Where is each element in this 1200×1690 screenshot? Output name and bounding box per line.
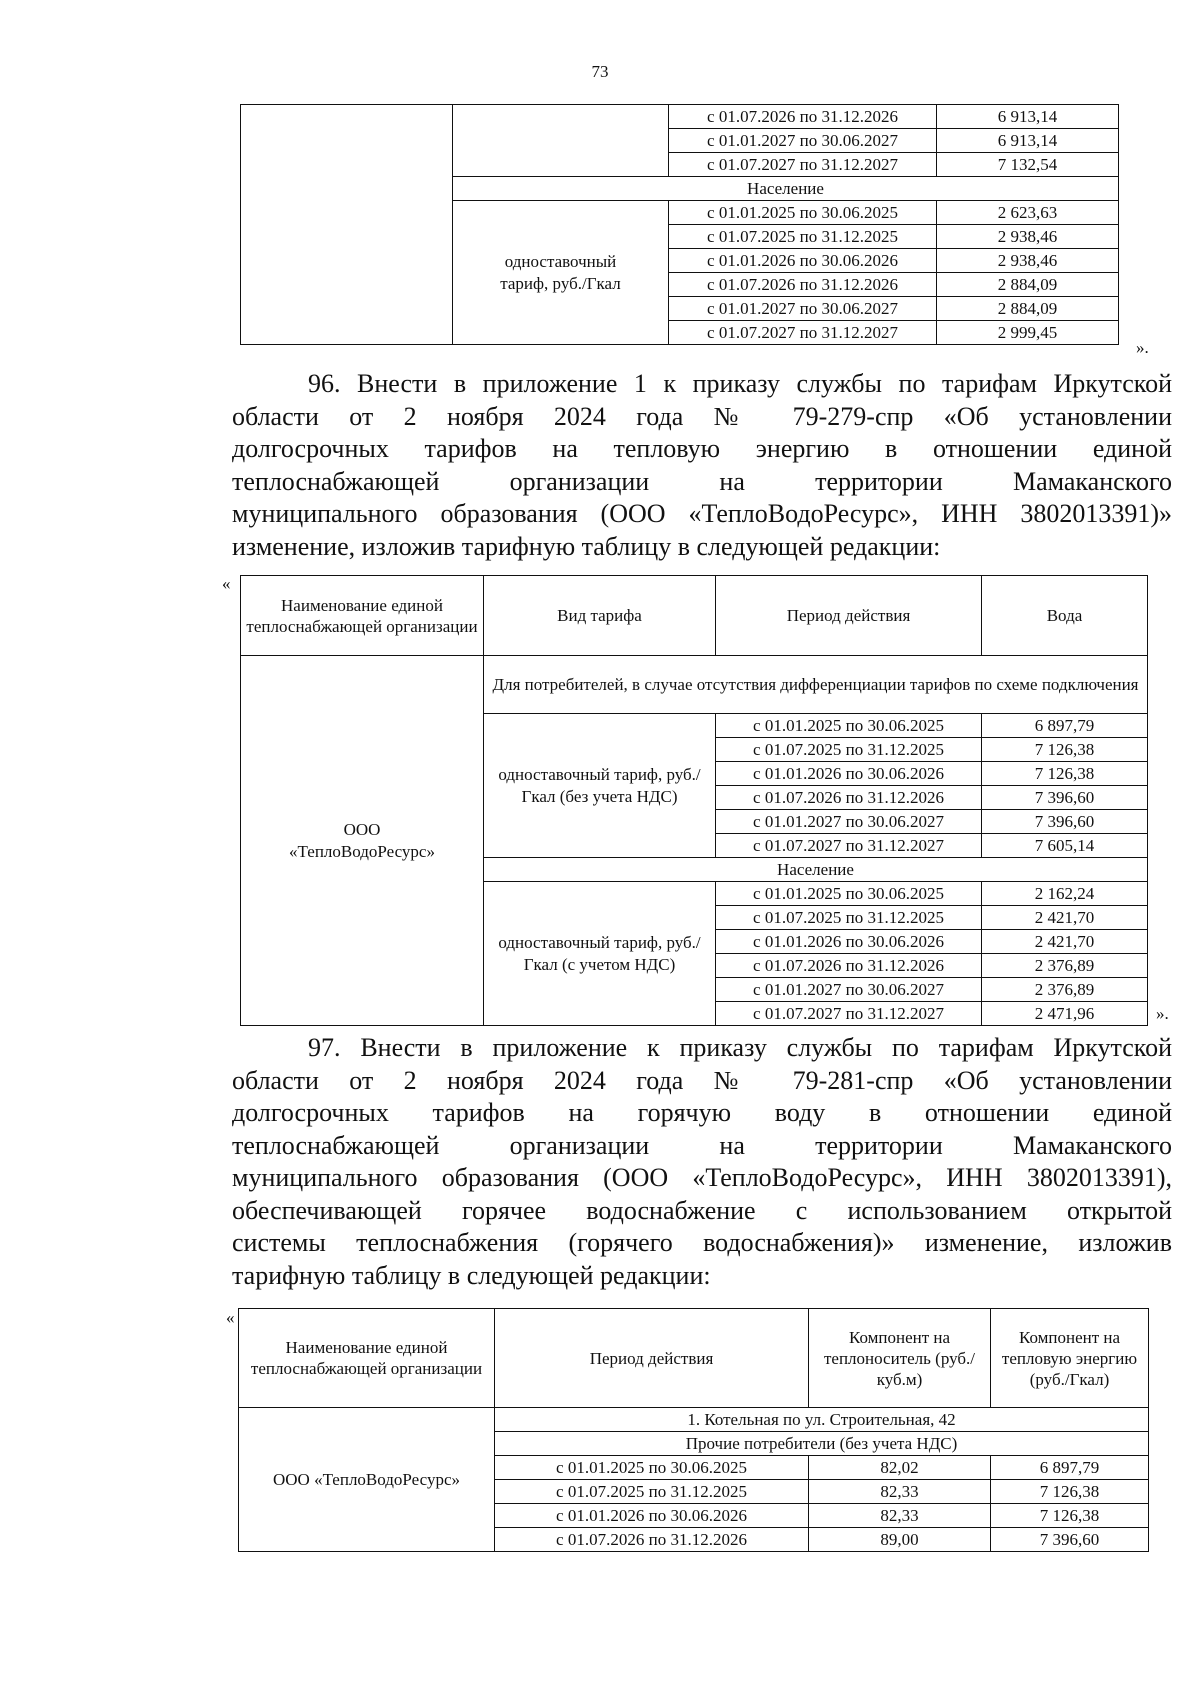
paragraph-line: теплоснабжающей организации на территории Мамаканского (232, 466, 1172, 496)
value-cell: 7 396,60 (982, 810, 1148, 834)
header-period: Период действия (716, 576, 982, 656)
value-cell: 6 913,14 (937, 129, 1119, 153)
paragraph-line: области от 2 ноября 2024 года № 79-281-спр «Об установлении (232, 1065, 1172, 1095)
tariff-type-line: одноставочный (504, 251, 617, 271)
value-cell: 2 376,89 (982, 954, 1148, 978)
value-cell: 7 126,38 (982, 738, 1148, 762)
org-cell (241, 105, 453, 345)
energy-cell: 7 126,38 (991, 1480, 1149, 1504)
org-name-line: ООО (343, 819, 381, 839)
value-cell: 2 623,63 (937, 201, 1119, 225)
tariff-type-cell (453, 201, 669, 345)
table-row (241, 105, 1119, 129)
section-label: Население (484, 858, 1148, 882)
paragraph-line: системы теплоснабжения (горячего водоснабжения)» изменение, изложив (232, 1228, 1172, 1257)
value-cell: 2 938,46 (937, 249, 1119, 273)
header-row (239, 1309, 1149, 1408)
period-cell: с 01.07.2025 по 31.12.2025 (669, 225, 937, 249)
carrier-cell: 82,02 (809, 1456, 991, 1480)
paragraph-line: теплоснабжающей организации на территории Мамаканского (232, 1130, 1172, 1160)
value-cell: 2 162,24 (982, 882, 1148, 906)
header-carrier: Компонент на теплоноситель (руб./куб.м) (809, 1309, 991, 1408)
energy-cell: 6 897,79 (991, 1456, 1149, 1480)
paragraph-line: тарифную таблицу в следующей редакции: (232, 1260, 711, 1290)
paragraph-97 (232, 1032, 1172, 1292)
period-cell: с 01.07.2027 по 31.12.2027 (669, 321, 937, 345)
period-cell: с 01.01.2026 по 30.06.2026 (495, 1504, 809, 1528)
value-cell: 2 471,96 (982, 1002, 1148, 1026)
header-type: Вид тарифа (484, 576, 716, 656)
value-cell: 2 884,09 (937, 273, 1119, 297)
carrier-cell: 82,33 (809, 1480, 991, 1504)
value-cell: 2 376,89 (982, 978, 1148, 1002)
period-cell: с 01.07.2026 по 31.12.2026 (716, 954, 982, 978)
period-cell: с 01.01.2025 по 30.06.2025 (495, 1456, 809, 1480)
tariff-table-water (240, 575, 1148, 1026)
section-label: Для потребителей, в случае отсутствия дифференциации тарифов по схеме подключения (484, 656, 1148, 714)
header-energy: Компонент на тепловую энергию (руб./Гкал) (991, 1309, 1149, 1408)
period-cell: с 01.07.2026 по 31.12.2026 (669, 105, 937, 129)
period-cell: с 01.01.2026 по 30.06.2026 (716, 930, 982, 954)
period-cell: с 01.07.2027 по 31.12.2027 (669, 153, 937, 177)
header-org: Наименование единой теплоснабжающей организации (239, 1309, 495, 1408)
value-cell: 2 884,09 (937, 297, 1119, 321)
section-label: Население (453, 177, 1119, 201)
header-row (241, 576, 1148, 656)
paragraph-line: обеспечивающей горячее водоснабжение с использованием открытой (232, 1195, 1172, 1225)
paragraph-line: долгосрочных тарифов на тепловую энергию в отношении единой (232, 434, 1172, 463)
tariff-type-line: тариф, руб./Гкал (500, 273, 621, 293)
period-cell: с 01.07.2027 по 31.12.2027 (716, 834, 982, 858)
period-cell: с 01.07.2025 по 31.12.2025 (716, 906, 982, 930)
org-cell: ООО «ТеплоВодоРесурс» (239, 1408, 495, 1552)
carrier-cell: 82,33 (809, 1504, 991, 1528)
open-quote: « (222, 574, 231, 593)
open-quote: « (226, 1308, 235, 1327)
energy-cell: 7 126,38 (991, 1504, 1149, 1528)
paragraph-line: долгосрочных тарифов на горячую воду в отношении единой (232, 1098, 1172, 1127)
org-cell (241, 656, 484, 1026)
period-cell: с 01.07.2026 по 31.12.2026 (669, 273, 937, 297)
tariff-table-hot-water (238, 1308, 1149, 1552)
carrier-cell: 89,00 (809, 1528, 991, 1552)
period-cell: с 01.01.2026 по 30.06.2026 (716, 762, 982, 786)
period-cell: с 01.07.2027 по 31.12.2027 (716, 1002, 982, 1026)
section-label: 1. Котельная по ул. Строительная, 42 (495, 1408, 1149, 1432)
period-cell: с 01.07.2025 по 31.12.2025 (495, 1480, 809, 1504)
period-cell: с 01.07.2026 по 31.12.2026 (495, 1528, 809, 1552)
period-cell: с 01.01.2025 по 30.06.2025 (669, 201, 937, 225)
period-cell: с 01.01.2026 по 30.06.2026 (669, 249, 937, 273)
value-cell: 2 421,70 (982, 906, 1148, 930)
section-row (239, 1408, 1149, 1432)
header-period: Период действия (495, 1309, 809, 1408)
paragraph-line: муниципального образования (ООО «ТеплоВодоРесурс», ИНН 3802013391), (232, 1163, 1172, 1192)
period-cell: с 01.01.2027 по 30.06.2027 (716, 810, 982, 834)
value-cell: 7 396,60 (982, 786, 1148, 810)
period-cell: с 01.01.2025 по 30.06.2025 (716, 714, 982, 738)
period-cell: с 01.07.2026 по 31.12.2026 (716, 786, 982, 810)
value-cell: 6 913,14 (937, 105, 1119, 129)
section-row (241, 656, 1148, 714)
tariff-table-top (240, 104, 1119, 345)
header-org: Наименование единой теплоснабжающей организации (241, 576, 484, 656)
value-cell: 2 421,70 (982, 930, 1148, 954)
paragraph-line: изменение, изложив тарифную таблицу в следующей редакции: (232, 531, 941, 561)
paragraph-line: 97. Внести в приложение к приказу службы по тарифам Иркутской (308, 1033, 1172, 1062)
close-quote: ». (1156, 1004, 1169, 1023)
paragraph-96 (232, 368, 1172, 563)
period-cell: с 01.07.2025 по 31.12.2025 (716, 738, 982, 762)
tariff-type-cell: одноставочный тариф, руб./Гкал (с учетом НДС) (484, 882, 716, 1026)
paragraph-line: муниципального образования (ООО «ТеплоВодоРесурс», ИНН 3802013391)» (232, 499, 1172, 528)
paragraph-line: 96. Внести в приложение 1 к приказу службы по тарифам Иркутской (308, 369, 1172, 398)
org-name-line: «ТеплоВодоРесурс» (289, 841, 435, 861)
period-cell: с 01.01.2027 по 30.06.2027 (669, 129, 937, 153)
value-cell: 7 605,14 (982, 834, 1148, 858)
value-cell: 2 999,45 (937, 321, 1119, 345)
value-cell: 2 938,46 (937, 225, 1119, 249)
paragraph-line: области от 2 ноября 2024 года № 79-279-спр «Об установлении (232, 401, 1172, 431)
energy-cell: 7 396,60 (991, 1528, 1149, 1552)
tariff-type-cell: одноставочный тариф, руб./Гкал (без учета НДС) (484, 714, 716, 858)
value-cell: 6 897,79 (982, 714, 1148, 738)
value-cell: 7 132,54 (937, 153, 1119, 177)
period-cell: с 01.01.2027 по 30.06.2027 (716, 978, 982, 1002)
period-cell: с 01.01.2027 по 30.06.2027 (669, 297, 937, 321)
close-quote: ». (1136, 338, 1149, 357)
header-value: Вода (982, 576, 1148, 656)
value-cell: 7 126,38 (982, 762, 1148, 786)
page-number: 73 (591, 62, 609, 81)
section-label: Прочие потребители (без учета НДС) (495, 1432, 1149, 1456)
type-cell (453, 105, 669, 177)
period-cell: с 01.01.2025 по 30.06.2025 (716, 882, 982, 906)
